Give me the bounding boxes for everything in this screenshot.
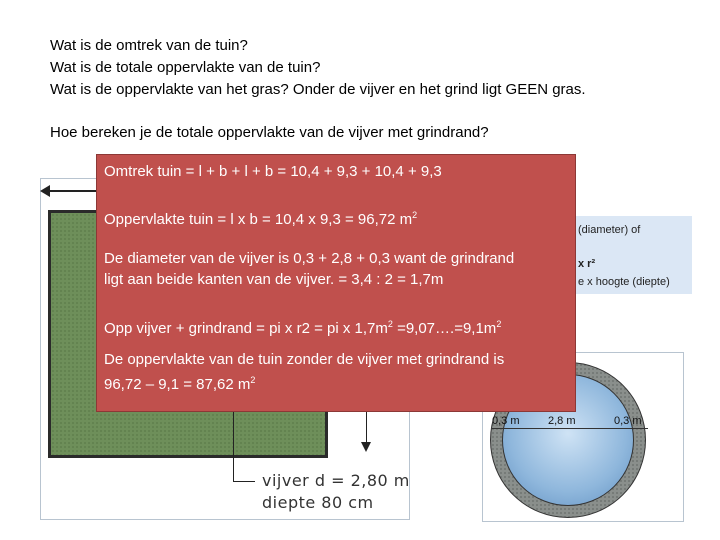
answer-area-sup: 2	[412, 210, 418, 220]
question-4: Hoe bereken je de totale oppervlakte van de vijver met grindrand?	[50, 124, 489, 141]
answer-grass-line-2	[104, 370, 255, 395]
question-1: Wat is de omtrek van de tuin?	[50, 37, 248, 54]
arrow-left-icon	[42, 190, 102, 192]
answer-grass-text: 96,72 – 9,1 = 87,62 m	[104, 376, 251, 393]
answer-pond-area-sup2: 2	[496, 319, 502, 329]
answer-perimeter: Omtrek tuin = l + b + l + b = 10,4 + 9,3 + 10,4 + 9,3	[104, 163, 442, 180]
formula-line-1: (diameter) of	[578, 224, 641, 236]
answer-grass-line-1: De oppervlakte van de tuin zonder de vijver met grindrand is	[104, 351, 505, 368]
formula-line-3: e x hoogte (diepte)	[578, 276, 670, 288]
pond-right-gravel-label: 0,3 m	[614, 415, 642, 427]
pond-dimension-line	[492, 428, 648, 429]
answer-pond-area-a: Opp vijver + grindrand = pi x r2 = pi x 1,7m	[104, 320, 388, 337]
question-3: Wat is de oppervlakte van het gras? Onder de vijver en het grind ligt GEEN gras.	[50, 81, 586, 98]
answer-area	[104, 205, 417, 230]
vijver-depth-label: diepte 80 cm	[262, 493, 374, 512]
answer-diameter-line-2: ligt aan beide kanten van de vijver. = 3,4 : 2 = 1,7m	[104, 271, 444, 288]
answer-pond-area-sup1: 2	[387, 319, 393, 329]
answer-pond-area	[104, 314, 501, 339]
answer-area-text: Oppervlakte tuin = l x b = 10,4 x 9,3 = 96,72 m	[104, 211, 413, 228]
answer-diameter-line-1: De diameter van de vijver is 0,3 + 2,8 + 0,3 want de grindrand	[104, 250, 515, 267]
pointer-line	[233, 410, 234, 482]
pond-left-gravel-label: 0,3 m	[492, 415, 520, 427]
formula-line-2: x r²	[578, 258, 596, 270]
answer-grass-sup: 2	[250, 375, 256, 385]
answer-pond-area-b: =9,07….=9,1m	[392, 320, 497, 337]
pointer-line-horizontal	[233, 481, 255, 482]
vijver-diameter-label: vijver d = 2,80 m	[262, 471, 410, 490]
pond-diameter-label: 2,8 m	[548, 415, 576, 427]
garden-pond-label	[262, 470, 410, 514]
question-2: Wat is de totale oppervlakte van de tuin?	[50, 59, 321, 76]
